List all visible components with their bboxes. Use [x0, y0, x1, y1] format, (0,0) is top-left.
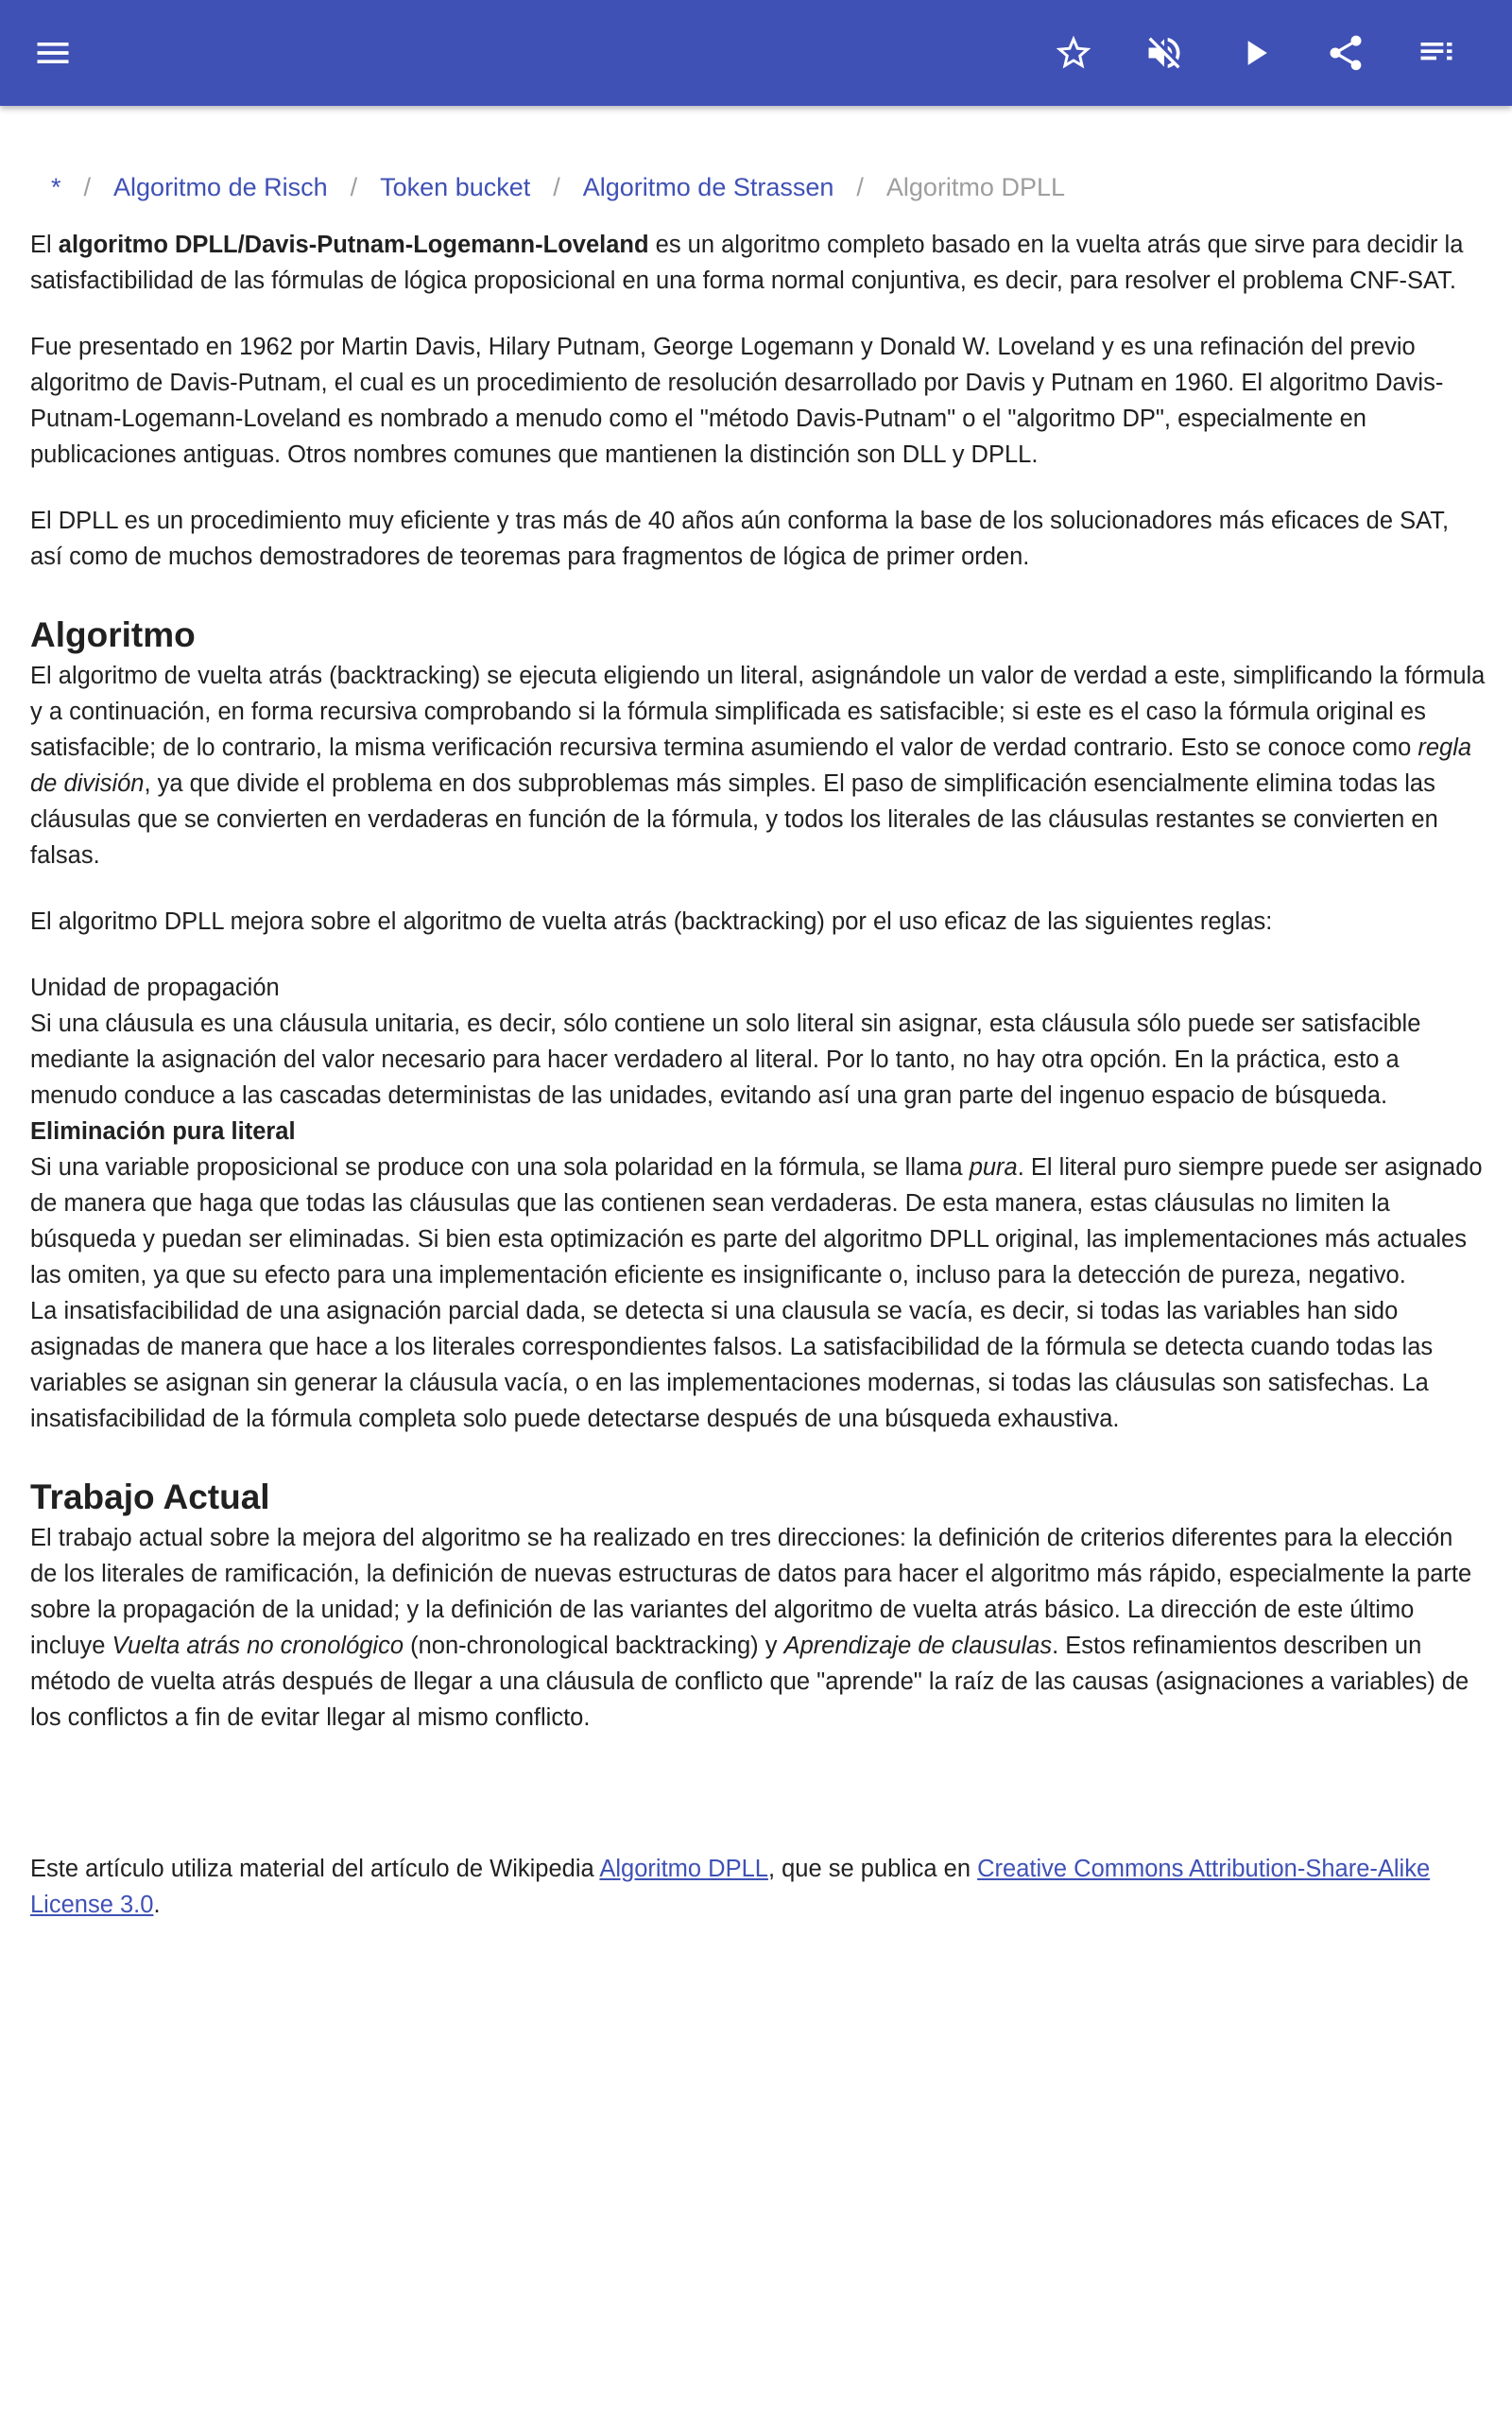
- text-span: , que se publica en: [767, 1856, 978, 1882]
- breadcrumb-separator: /: [856, 173, 864, 201]
- rules-list: [30, 970, 1486, 1293]
- mute-button[interactable]: [1134, 23, 1194, 83]
- menu-button[interactable]: [23, 23, 83, 83]
- intro-paragraph-1: [30, 227, 1486, 299]
- breadcrumb-link-token-bucket[interactable]: Token bucket: [380, 173, 531, 201]
- spacer: [30, 1736, 1486, 1851]
- text-span: El algoritmo de vuelta atrás (backtracking) se ejecuta eligiendo un literal, asignándole un valor de verdad a este, simplificando la fórmula y a continuación, en forma recursiva comprobando si la fórmula simplificada es satisfacible; si este es el caso la fórmula original es satisfacible; de lo contrario, la misma verificación recursiva termina asumiendo el valor de verdad contrario. Esto se conoce como: [30, 663, 1486, 761]
- algoritmo-paragraph-1: [30, 658, 1486, 873]
- section-heading-trabajo-actual: Trabajo Actual: [30, 1478, 270, 1516]
- rule-title-propagacion: Unidad de propagación: [30, 975, 280, 1001]
- italic-term: Aprendizaje de clausulas: [783, 1633, 1053, 1659]
- breadcrumb-separator: /: [553, 173, 560, 201]
- intro-paragraph-2: Fue presentado en 1962 por Martin Davis, Hilary Putnam, George Logemann y Donald W. Loveland y es una refinación del previo algoritmo de Davis-Putnam, el cual es un procedimiento de resolución desarrollado por Davis y Putnam en 1960. El algoritmo Davis-Putnam-Logemann-Loveland es nombrado a menudo como el "método Davis-Putnam" o el "algoritmo DP", especialmente en publicaciones antiguas. Otros nombres comunes que mantienen la distinción son DLL y DPLL.: [30, 334, 1444, 468]
- share-button[interactable]: [1315, 23, 1376, 83]
- text-span: , ya que divide el problema en dos subproblemas más simples. El paso de simplificación esencialmente elimina todas las cláusulas que se convierten en verdaderas en función de la fórmula, y todos los literales de las cláusulas restantes se convierten en falsas.: [30, 770, 1438, 869]
- breadcrumb-link-strassen[interactable]: Algoritmo de Strassen: [582, 173, 834, 201]
- rule-text-pura: [30, 1150, 1486, 1293]
- italic-term: regla de división: [30, 735, 1472, 797]
- text-span: . El literal puro siempre puede ser asignado de manera que haga que todas las cláusulas que las contienen sean verdaderas. De esta manera, estas cláusulas no limiten la búsqueda y puedan ser eliminadas. Si bien esta optimización es parte del algoritmo DPLL original, las implementaciones más actuales las omiten, ya que su efecto para una implementación eficiente es insignificante o, incluso para la detección de pureza, negativo.: [30, 1154, 1483, 1288]
- algoritmo-paragraph-2: El algoritmo DPLL mejora sobre el algoritmo de vuelta atrás (backtracking) por el uso eficaz de las siguientes reglas:: [30, 908, 1273, 935]
- breadcrumb-separator: /: [350, 173, 358, 201]
- text-span: .: [153, 1892, 161, 1918]
- italic-term: pura: [969, 1154, 1018, 1181]
- breadcrumb: [30, 168, 1486, 206]
- license-footer: [30, 1851, 1486, 1923]
- license-link[interactable]: Creative Commons Attribution-Share-Alike License 3.0: [30, 1856, 1431, 1918]
- share-icon: [1325, 32, 1366, 74]
- rule-text-propagacion: Si una cláusula es una cláusula unitaria, es decir, sólo contiene un solo literal sin asignar, esta cláusula sólo puede ser satisfacible mediante la asignación del valor necesario para hacer verdadero al literal. Por lo tanto, no hay otra opción. En la práctica, esto a menudo conduce a las cascadas deterministas de las unidades, evitando así una gran parte del ingenuo espacio de búsqueda.: [30, 1011, 1421, 1109]
- section-heading-algoritmo: Algoritmo: [30, 615, 196, 654]
- star-outline-icon: [1053, 32, 1094, 74]
- text-span: Si una variable proposicional se produce con una sola polaridad en la fórmula, se llama: [30, 1154, 970, 1181]
- app-bar: [0, 0, 1512, 106]
- intro-paragraph-3: El DPLL es un procedimiento muy eficiente y tras más de 40 años aún conforma la base de los solucionadores más eficaces de SAT, así como de muchos demostradores de teoremas para fragmentos de lógica de primer orden.: [30, 508, 1450, 570]
- italic-term: Vuelta atrás no cronológico: [112, 1633, 404, 1659]
- text-span: Este artículo utiliza material del artículo de Wikipedia: [30, 1856, 600, 1882]
- play-icon: [1234, 32, 1276, 74]
- text-span: (non-chronological backtracking) y: [404, 1633, 784, 1659]
- text-span: El trabajo actual sobre la mejora del algoritmo se ha realizado en tres direcciones: la definición de criterios diferentes para la elección de los literales de ramificación, la definición de nuevas estructuras de datos para hacer el algoritmo más rápido, especialmente la parte sobre la propagación de la unidad; y la definición de las variantes del algoritmo de vuelta atrás básico. La dirección de este último incluye: [30, 1525, 1472, 1659]
- breadcrumb-separator: /: [83, 173, 92, 201]
- rule-title-pura: [30, 1114, 1486, 1150]
- algoritmo-paragraph-3: La insatisfacibilidad de una asignación parcial dada, se detecta si una clausula se vacía, es decir, si todas las variables han sido asignadas de manera que hace a los literales correspondientes falsos. La satisfacibilidad de la fórmula se detecta cuando todas las variables se asignan sin generar la cláusula vacía, o en las implementaciones modernas, si todas las cláusulas son satisfechas. La insatisfacibilidad de la fórmula completa solo puede detectarse después de una búsqueda exhaustiva.: [30, 1298, 1434, 1432]
- favorite-button[interactable]: [1043, 23, 1104, 83]
- playlist-icon: [1416, 32, 1457, 74]
- text-span: El: [30, 232, 59, 258]
- text-span: es un algoritmo completo basado en la vuelta atrás que sirve para decidir la satisfactibilidad de las fórmulas de lógica proposicional en una forma normal conjuntiva, es decir, para resolver el problema CNF-SAT.: [30, 232, 1464, 294]
- play-button[interactable]: [1225, 23, 1285, 83]
- breadcrumb-home-link[interactable]: *: [51, 173, 61, 201]
- text-span: . Estos refinamientos describen un método de vuelta atrás después de llegar a una cláusula de conflicto que "aprende" la raíz de las causas (asignaciones a variables) de los conflictos a fin de evitar llegar al mismo conflicto.: [30, 1633, 1469, 1731]
- breadcrumb-link-risch[interactable]: Algoritmo de Risch: [113, 173, 328, 201]
- bold-term: algoritmo DPLL/Davis-Putnam-Logemann-Loveland: [58, 232, 649, 258]
- volume-off-icon: [1143, 32, 1185, 74]
- menu-icon: [32, 32, 74, 74]
- wikipedia-article-link[interactable]: Algoritmo DPLL: [599, 1856, 768, 1882]
- trabajo-paragraph: [30, 1520, 1486, 1736]
- breadcrumb-current: Algoritmo DPLL: [885, 173, 1065, 201]
- bold-term: Eliminación pura literal: [30, 1118, 296, 1145]
- article: [30, 106, 1486, 1953]
- playlist-button[interactable]: [1406, 23, 1467, 83]
